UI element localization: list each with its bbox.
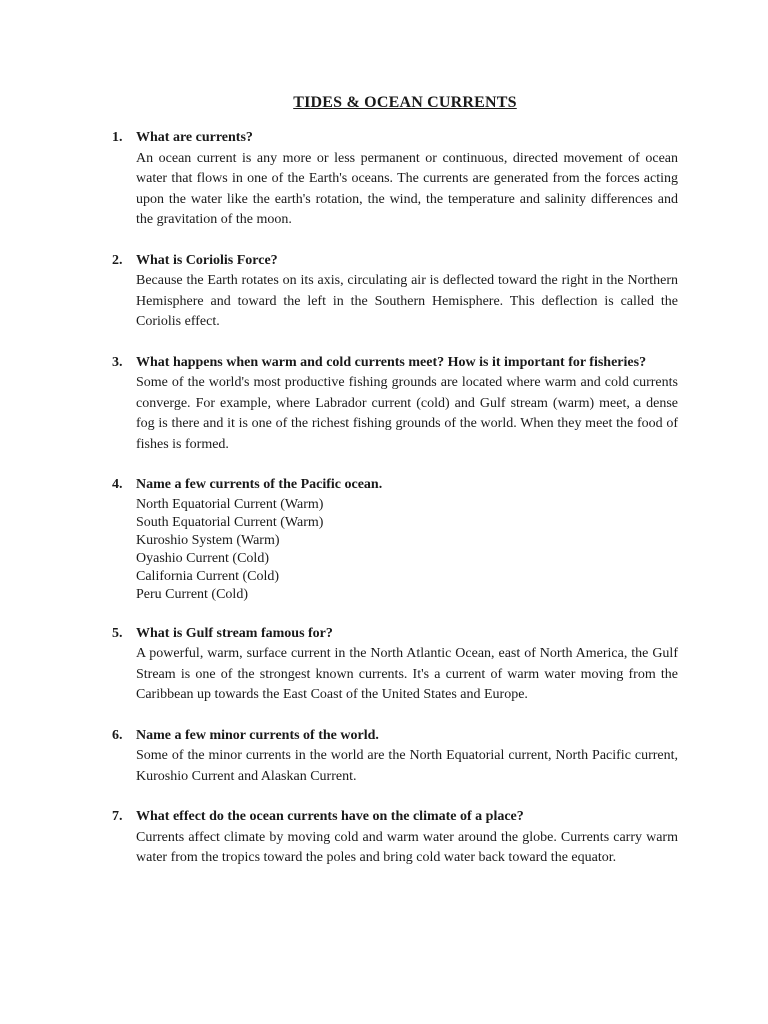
question-text: What happens when warm and cold currents meet? How is it important for fisheries? bbox=[136, 354, 647, 370]
question-number: 3. bbox=[112, 354, 123, 370]
question-number: 1. bbox=[112, 130, 123, 145]
answer-text: Because the Earth rotates on its axis, circulating air is deflected toward the right in the Northern Hemisphere and toward the left in the Southern Hemisphere. This deflection is called the Coriolis effect. bbox=[136, 273, 678, 329]
current-list bbox=[136, 496, 678, 604]
question-block-2 bbox=[112, 251, 678, 333]
list-item: Oyashio Current (Cold) bbox=[136, 550, 269, 566]
question-text: What is Coriolis Force? bbox=[136, 252, 278, 268]
answer-text: An ocean current is any more or less permanent or continuous, directed movement of ocean water that flows in one of the Earth's oceans. The currents are generated from the forces acting upon the water like the earth's rotation, the wind, the temperature and salinity differences and the gravitation of the moon. bbox=[136, 150, 678, 227]
list-item: South Equatorial Current (Warm) bbox=[136, 514, 324, 530]
question-number: 7. bbox=[112, 809, 123, 824]
question-body bbox=[136, 807, 678, 869]
list-item: North Equatorial Current (Warm) bbox=[136, 496, 324, 512]
question-text: What is Gulf stream famous for? bbox=[136, 625, 333, 641]
question-text: Name a few minor currents of the world. bbox=[136, 727, 379, 743]
question-body bbox=[136, 251, 678, 333]
question-number: 4. bbox=[112, 477, 123, 492]
question-number: 2. bbox=[112, 252, 123, 268]
answer-text: A powerful, warm, surface current in the North Atlantic Ocean, east of North America, the Gulf Stream is one of the strongest known currents. It's a current of warm water moving from the Caribbean up towards the East Coast of the United States and Europe. bbox=[136, 646, 678, 702]
question-block-6 bbox=[112, 726, 678, 788]
question-number: 6. bbox=[112, 727, 123, 743]
list-item: Peru Current (Cold) bbox=[136, 586, 248, 602]
question-block-4 bbox=[112, 475, 678, 604]
question-body bbox=[136, 128, 678, 231]
question-number: 5. bbox=[112, 625, 123, 641]
question-body bbox=[136, 475, 678, 604]
question-text: What are currents? bbox=[136, 130, 253, 145]
question-block-1 bbox=[112, 128, 678, 231]
answer-text: Currents affect climate by moving cold and warm water around the globe. Currents carry warm water from the tropics toward the poles and bring cold water back toward the equator. bbox=[136, 829, 678, 865]
list-item: California Current (Cold) bbox=[136, 568, 280, 584]
question-block-7 bbox=[112, 807, 678, 869]
question-block-5 bbox=[112, 624, 678, 706]
question-text: Name a few currents of the Pacific ocean. bbox=[136, 477, 383, 492]
answer-text: Some of the world's most productive fishing grounds are located where warm and cold currents converge. For example, where Labrador current (cold) and Gulf stream (warm) meet, a dense fog is there and it is one of the richest fishing grounds of the world. When they meet the food of fishes is formed. bbox=[136, 375, 678, 452]
question-text: What effect do the ocean currents have on the climate of a place? bbox=[136, 809, 524, 824]
question-body bbox=[136, 726, 678, 788]
question-body bbox=[136, 353, 678, 456]
answer-text: Some of the minor currents in the world are the North Equatorial current, North Pacific current, Kuroshio Current and Alaskan Current. bbox=[136, 748, 678, 784]
document-title: TIDES & OCEAN CURRENTS bbox=[293, 94, 517, 111]
question-block-3 bbox=[112, 353, 678, 456]
list-item: Kuroshio System (Warm) bbox=[136, 532, 280, 548]
question-body bbox=[136, 624, 678, 706]
